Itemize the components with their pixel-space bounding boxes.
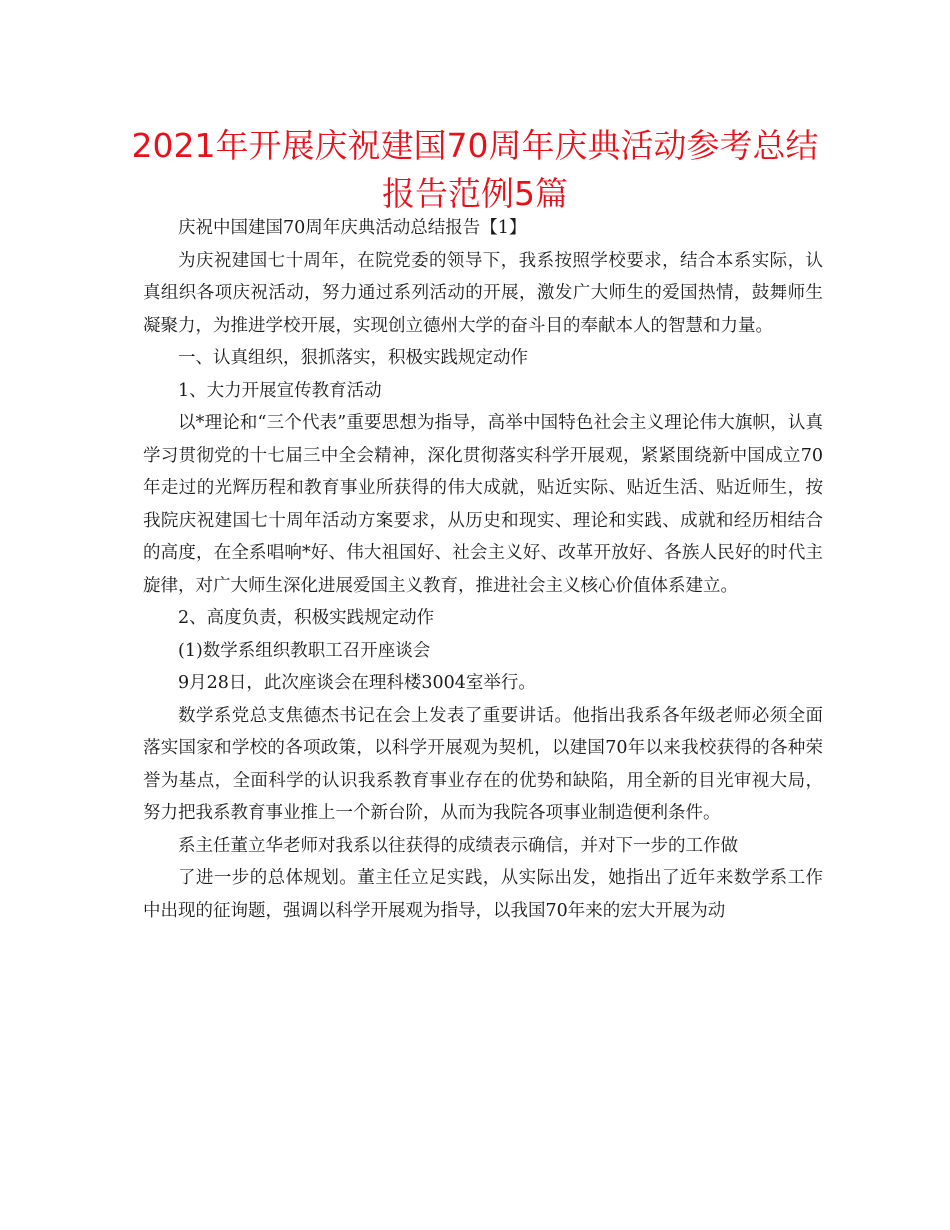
body-paragraph: 了进一步的总体规划。董主任立足实践，从实际出发，她指出了近年来数学系工作中出现的征询题，强调以科学开展观为指导，以我国70年来的宏大开展为动 xyxy=(143,868,823,921)
body-paragraph: 系主任董立华老师对我系以往获得的成绩表示确信，并对下一步的工作做 xyxy=(178,835,738,856)
document-title-line-1: 2021年开展庆祝建国70周年庆典活动参考总结 xyxy=(131,126,819,165)
subsection-heading: 1、大力开展宣传教育活动 xyxy=(178,380,382,401)
section-heading: 庆祝中国建国70周年庆典活动总结报告【1】 xyxy=(178,218,527,238)
body-paragraph: 以*理论和“三个代表”重要思想为指导，高举中国特色社会主义理论伟大旗帜，认真学习贯彻党的十七届三中全会精神，深化贯彻落实科学开展观，紧紧围绕新中国成立70年走过的光辉历程和教育事业所获得的伟大成就，贴近实际、贴近生活、贴近师生，按我院庆祝建国七十周年活动方案要求，从历史和现实、理论和实践、成就和经历相结合的高度，在全系唱响*好、伟大祖国好、社会主义好、改革开放好、各族人民好的时代主旋律，对广大师生深化进展爱国主义教育，推进社会主义核心价值体系建立。 xyxy=(143,413,823,596)
section-heading: 一、认真组织，狠抓落实，积极实践规定动作 xyxy=(178,348,528,368)
subsection-heading: (1)数学系组织教职工召开座谈会 xyxy=(178,640,431,661)
subsection-heading: 2、高度负责，积极实践规定动作 xyxy=(178,608,435,628)
body-paragraph: 9月28日，此次座谈会在理科楼3004室举行。 xyxy=(178,673,536,693)
body-paragraph: 为庆祝建国七十周年，在院党委的领导下，我系按照学校要求，结合本系实际，认真组织各项庆祝活动，努力通过系列活动的开展，激发广大师生的爱国热情，鼓舞师生凝聚力，为推进学校开展，实现创立德州大学的奋斗目的奉献本人的智慧和力量。 xyxy=(143,250,823,336)
document-body xyxy=(143,212,823,927)
document-title-line-2: 报告范例5篇 xyxy=(382,174,568,213)
body-paragraph: 数学系党总支焦德杰书记在会上发表了重要讲话。他指出我系各年级老师必须全面落实国家和学校的各项政策，以科学开展观为契机，以建国70年以来我校获得的各种荣誉为基点，全面科学的认识我系教育事业存在的优势和缺陷，用全新的目光审视大局，努力把我系教育事业推上一个新台阶，从而为我院各项事业制造便利条件。 xyxy=(143,705,823,823)
